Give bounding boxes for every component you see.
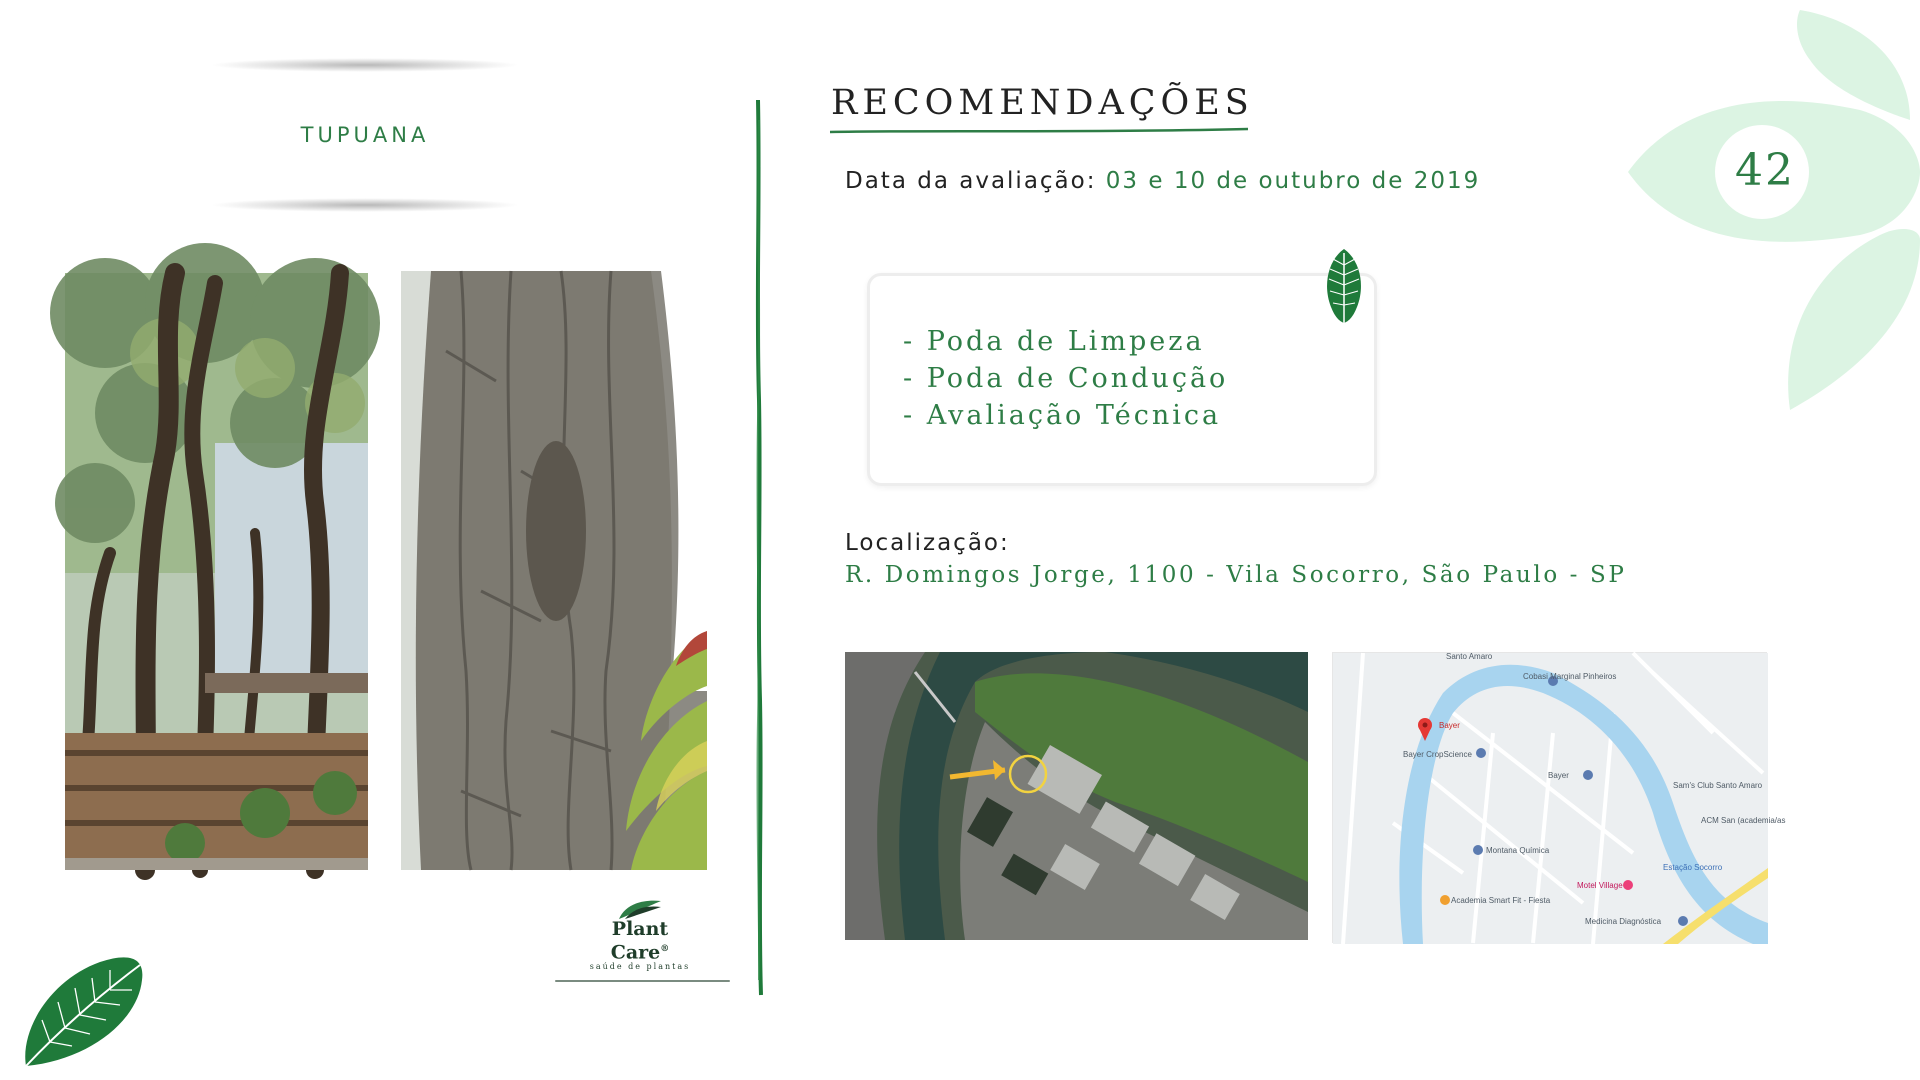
leaf-icon: [1323, 247, 1365, 325]
satellite-map: [845, 652, 1308, 940]
location-label: Localização:: [845, 530, 1010, 556]
map-label: Bayer CropScience: [1403, 750, 1472, 759]
map-label: ACM San (academia/as: [1701, 816, 1786, 825]
decorative-leaf-icon: [20, 950, 150, 1070]
map-label: Bayer: [1548, 771, 1569, 780]
card-shadow: [210, 198, 520, 212]
map-label: Sam's Club Santo Amaro: [1673, 781, 1763, 790]
logo-brand: Plant Care: [610, 918, 669, 964]
road-map: [1332, 652, 1786, 943]
logo-registered: ®: [660, 944, 670, 954]
recommendation-item: - Poda de Limpeza: [903, 326, 1205, 357]
recommendation-item: - Avaliação Técnica: [903, 400, 1222, 431]
map-label: Bayer: [1439, 721, 1460, 730]
evaluation-date: [845, 168, 1480, 194]
recommendation-item: - Poda de Condução: [903, 363, 1229, 394]
location-address: R. Domingos Jorge, 1100 - Vila Socorro, São Paulo - SP: [845, 562, 1627, 588]
map-label: Medicina Diagnóstica: [1585, 917, 1662, 926]
bark-photo: [401, 271, 707, 870]
map-label: Santo Amaro: [1446, 652, 1493, 661]
map-label: Cobasi Marginal Pinheiros: [1523, 672, 1617, 681]
vertical-divider: [752, 100, 766, 995]
heading-underline: [830, 128, 1248, 134]
evaluation-date-label: Data da avaliação:: [845, 168, 1097, 194]
page-heading: RECOMENDAÇÕES: [831, 83, 1254, 123]
tree-photo: [65, 273, 368, 870]
map-label: Montana Química: [1486, 846, 1550, 855]
tree-name: TUPUANA: [300, 123, 430, 147]
map-label: Motel Village: [1577, 881, 1623, 890]
page-number: 42: [1735, 145, 1795, 196]
title-card: [200, 58, 530, 208]
card-shadow: [210, 58, 520, 72]
decorative-leaves: [1620, 0, 1920, 420]
evaluation-date-value: 03 e 10 de outubro de 2019: [1105, 168, 1481, 194]
plant-care-logo: [580, 897, 700, 972]
logo-underline: [555, 980, 730, 982]
logo-tagline: saúde de plantas: [589, 962, 691, 972]
recommendations-list: [903, 323, 1228, 434]
map-label: Estação Socorro: [1663, 863, 1723, 872]
map-label: Academia Smart Fit - Fiesta: [1451, 896, 1551, 905]
